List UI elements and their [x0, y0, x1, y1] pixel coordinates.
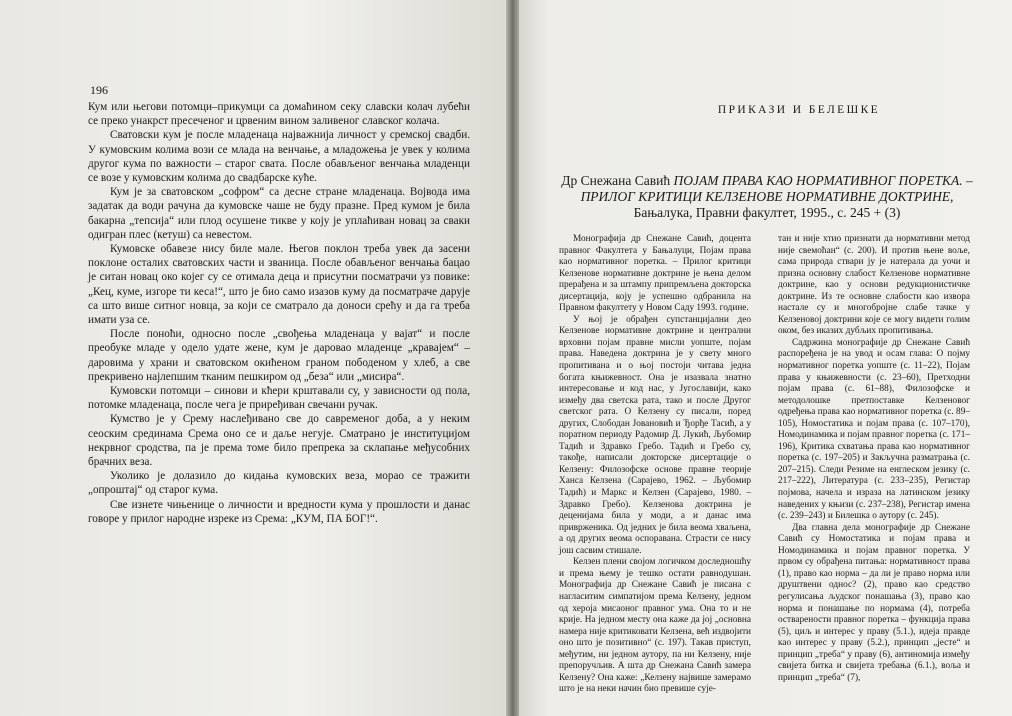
review-author: Др Снежана Савић [561, 173, 671, 188]
review-heading [559, 173, 975, 221]
paragraph: Садржина монографије др Снежане Савић распоређена је на увод и осам глава: О појму нормативног поретка уопште (с. 11–22), Појам права у књижевности (с. 23–60), Претходни појам права (с. 61–88), Филозофске и методолошке претпоставке Келзеновог одређења права као нормативног поретка (с. 89–105), Номостатика и појам права (с. 107–170), Номодинамика и појам правног поретка (с. 171–196), Критика схватања права као нормативног поретка (с. 197–205) и Закључна разматрања (с. 207–215). Следи Резиме на енглеском језику (с. 217–222), Литература (с. 233–235), Регистар појмова, начела и израза на латинском језику наведених у књизи (с. 237–238), Регистар имена (с. 239–243) и Билешка о аутору (с. 245). [778, 337, 970, 522]
review-title-line-2: ПРИЛОГ КРИТИЦИ КЕЛЗЕНОВЕ НОРМАТИВНЕ ДОКТРИНЕ, [580, 189, 954, 204]
text-column-2 [778, 234, 970, 684]
paragraph: Кумовски потомци – синови и кћери крштавали су, у зависности од пола, потомке младенаца, после чега је приређиван свечани ручак. [88, 385, 470, 412]
section-header: ПРИКАЗИ И БЕЛЕШКЕ [717, 104, 881, 116]
text-column-1 [559, 234, 751, 696]
right-page [519, 0, 1012, 716]
paragraph: Кумство је у Срему наслеђивано све до савременог доба, а у неким сеоским срединама Срема оно се и даље негује. Сматрано је институцијом некрвног сродства, па је према томе било препрека за склапање међусобних брачних веза. [88, 413, 470, 469]
paragraph: Уколико је долазило до кидања кумовских веза, морао се тражити „опроштај“ од старог кума. [88, 470, 470, 497]
paragraph: Кум или његови потомци–прикумци са домаћином секу славски колач лубећи се преко унакрст пресеченог и црвеним вином заливеног славског колача. [88, 101, 470, 128]
left-page-text [88, 100, 470, 526]
paragraph: У њој је обрађен супстанцијални део Келзенове нормативне доктрине и централни врховни појам правне мисли уопште, појам права. Наведена доктрина је у свету много пропитивана и о њој постоји читава једна богата књижевност. Она је изазвала знатно интересовање и код нас, у Југославији, како између два светска рата, тако и после Другог светског рата. О Келзену су писали, поред других, Слободан Јовановић и Ђорђе Тасић, а у поратном периоду Радомир Д. Лукић, Љубомир Тадић и Здравко Гребо. Тадић и Гребо су, такође, написали докторске дисертације о Келзену: Филозофске основе правне теорије Ханса Келзена (Сарајево, 1962. – Љубомир Тадић) и Маркс и Келзен (Сарајево, 1980. – Здравко Гребо). Келзенова доктрина је деценијама била у моди, а и данас има приврженика. Од једних је била веома хваљена, а од других веома оспоравана. Страсти се нису још сасвим стишале. [559, 314, 751, 556]
paragraph: Кум је за сватовском „софром“ са десне стране младенаца. Војвода има задатак да води рачуна да кумовске чаше не буду празне. Пред кумом је била бакарна „тепсија“ или плод осушене тикве у коју је уплаћиван новац за сваки одигран плес (кетуш) са невестом. [88, 186, 470, 241]
review-title-part-1: ПОЈАМ ПРАВА КАО НОРМАТИВНОГ ПОРЕТКА. – [673, 173, 973, 188]
book-gutter [506, 0, 519, 716]
paragraph: тан и није хтио признати да нормативни метод није свемоћан“ (с. 200). И против њене воље, сама природа ствари ју је натерала да уочи и призна основну слабост Келзенове нормативне доктрине, као у основи редукционистичке доктрине. Из те основне слабости као извора настале су и многобројне слабе тачке у Келзеновој доктрини које се могу видети голим оком, без иказих дубљих пропитивања. [778, 234, 970, 337]
paragraph: Сватовски кум је после младенаца најважнија личност у сремској свадби. У кумовским колима вози се млада на венчање, а младожења је увек у колима другог кума по важности – старог свата. После обављеног венчања младенци се возе у кумовским колима до свадбарске куће. [88, 129, 470, 185]
review-title-line-1 [559, 173, 975, 189]
review-imprint: Бањалука, Правни факултет, 1995., с. 245 + (3) [633, 205, 901, 220]
page-number: 196 [90, 83, 108, 97]
paragraph: Монографија др Снежане Савић, доцента правног Факултета у Бањалуци, Појам права као нормативног поретка. – Прилог критици Келзенове нормативне доктрине је њена делом прерађена и за штампу припремљена докторска дисертација, коју је успешно одбранила на Правном факултету у Новом Саду 1993. године. [559, 234, 751, 314]
paragraph: Келзен плени својом логичком доследношћу и према њему је тешко остати равнодушан. Монографија др Снежане Савић је писана с нагласитим симпатијом према Келзену, једном од хероја мисаоног правног ума. Она то и не крије. На једном месту она каже да јој „основна намера није критиковати Келзена, већ издвојити оно што је позитивно“ (с. 197). Такав приступ, међутим, ни једном аутору, па ни Келзену, није препоручљив. А шта др Снежана Савић замера Келзену? Она каже: „Келзену највише замерамо што је на неки начин био превише сује- [559, 557, 751, 695]
paragraph: После поноћи, односно после „свођења младенаца у вајат“ и после преобуке младе у одело удате жене, кум је даровао младенце „кравајем“ – даровима у храни и сватовском окићеном граном пободеном у хлеб, а све прекривено најлепшим тканим пешкиром од „беза“ или „мисира“. [88, 328, 470, 383]
paragraph: Два главна дела монографије др Снежане Савић су Номостатика и појам права и Номодинамика и појам правног поретка. У првом су обрађена питања: нормативност права (1), право као норма – да ли је право норма или друштвени однос? (2), право као средство регулисања људског понашања (3), право као норма и понашање по нормама (4), потреба остварености правног поретка – функција права (5), циљ и интерес у праву (5.1.), идеја правде као интерес у праву (5.2.), принцип „јесте“ и принцип „треба“ у праву (6), антиномија између свијета битка и свијета требања (6.1.), воља и принцип „треба“ (7), [778, 522, 970, 683]
paragraph: Све изнете чињенице о личности и вредности кума у прошлости и данас говоре у прилог народне изреке из Срема: „КУМ, ПА БОГ!“. [88, 498, 470, 525]
paragraph: Кумовске обавезе нису биле мале. Његов поклон треба увек да засени поклоне осталих сватовских части и званица. После обављеног венчања бацао је ситан новац око којег су се отимала деца и присутни посматрачи уз повике: „Кец, куме, изгоре ти кеса!“, што је био само изазов куму да посматраче дарује са што више ситног новца, за који се сматрало да доноси срећу и да га треба имати уза се. [88, 243, 470, 327]
